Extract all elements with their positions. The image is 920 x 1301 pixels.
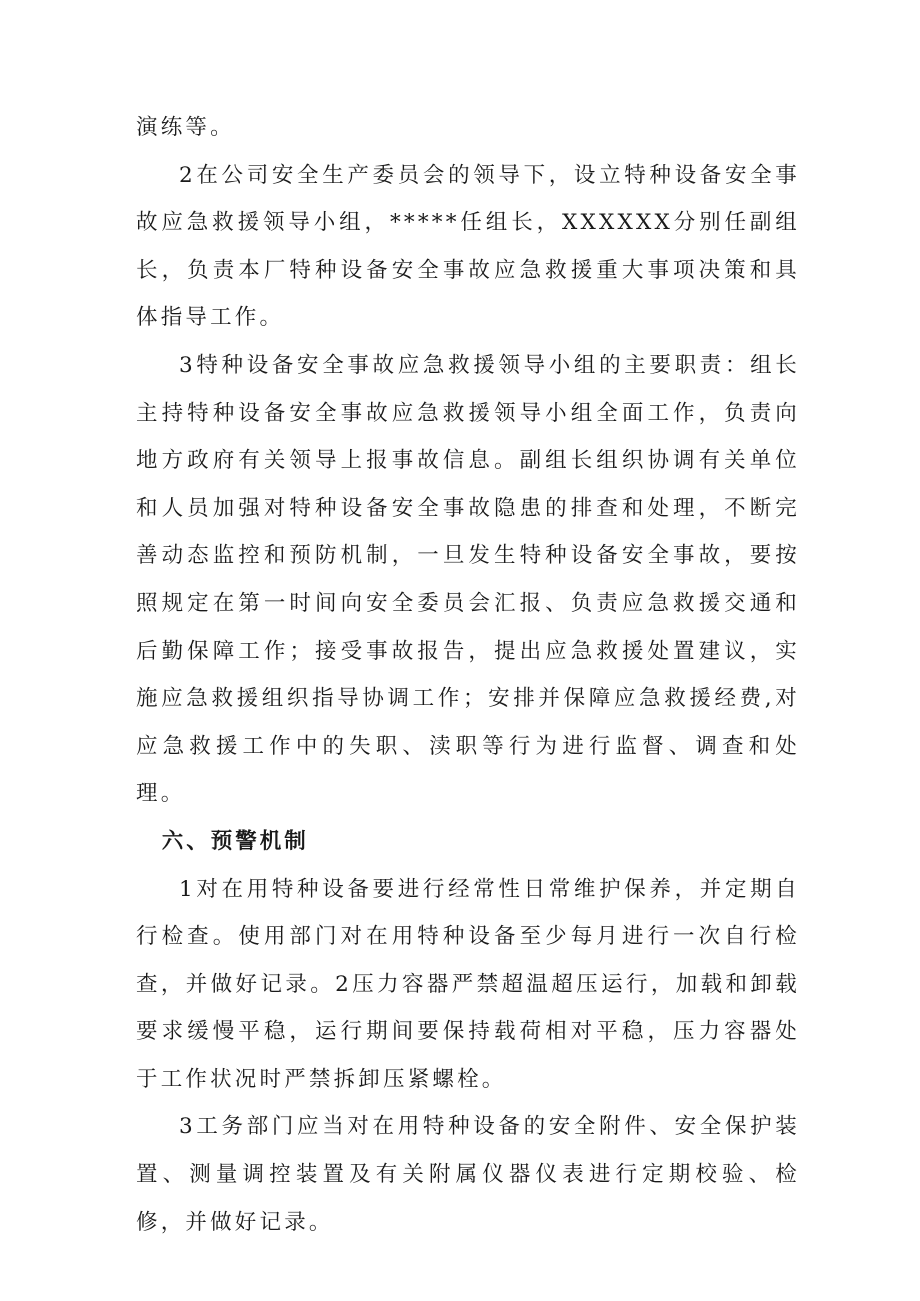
paragraph-group-duties: 3特种设备安全事故应急救援领导小组的主要职责：组长主持特种设备安全事故应急救援领导小组全面工作，负责向地方政府有关领导上报事故信息。副组长组织协调有关单位和人员加强对特种设备安全事故隐患的排查和处理，不断完善动态监控和预防机制，一旦发生特种设备安全事故，要按照规定在第一时间向安全委员会汇报、负责应急救援交通和后勤保障工作；接受事故报告，提出应急救援处置建议，实施应急救援组织指导协调工作；安排并保障应急救援经费,对应急救援工作中的失职、渎职等行为进行监督、调查和处理。 [136, 352, 800, 807]
paragraph-calibration: 3工务部门应当对在用特种设备的安全附件、安全保护装置、测量调控装置及有关附属仪器仪表进行定期校验、检修，并做好记录。 [136, 1114, 800, 1235]
paragraph-continuation: 演练等。 [136, 115, 235, 140]
document-body [136, 104, 800, 1246]
paragraph-maintenance-inspection: 1对在用特种设备要进行经常性日常维护保养，并定期自行检查。使用部门对在用特种设备至少每月进行一次自行检查，并做好记录。2压力容器严禁超温超压运行，加载和卸载要求缓慢平稳，运行期间要保持载荷相对平稳，压力容器处于工作状况时严禁拆卸压紧螺栓。 [136, 876, 800, 1092]
paragraph-leadership-group: 2在公司安全生产委员会的领导下，设立特种设备安全事故应急救援领导小组，*****任组长，XXXXXX分别任副组长，负责本厂特种设备安全事故应急救援重大事项决策和具体指导工作。 [136, 162, 800, 331]
section-heading-warning-mechanism: 六、预警机制 [161, 828, 309, 854]
